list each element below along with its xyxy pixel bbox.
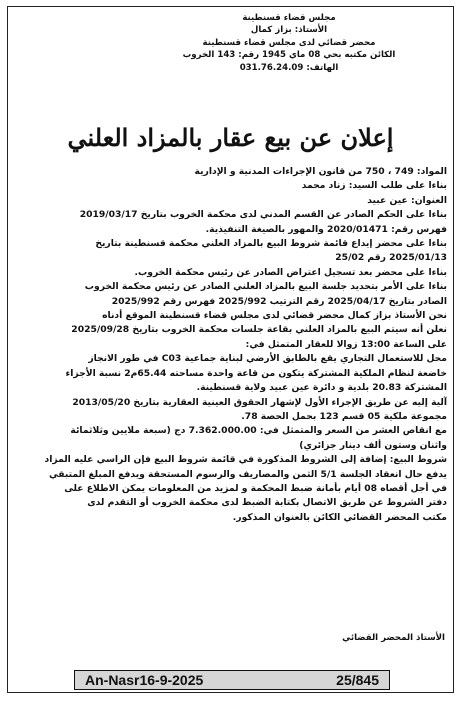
body-line: العنوان: عين عبيد <box>367 194 447 206</box>
publication-reference-box <box>74 670 390 690</box>
body-line: بناءا على محضر إيداع قائمة شروط البيع بالمزاد العلني محكمة قسنطينة بتاريخ <box>95 238 447 250</box>
header-line: الهاتف: 031.76.24.09 <box>239 62 339 73</box>
body-line: واثنان وستون ألف دينار جزائري) <box>299 439 447 451</box>
body-line: مع انقاص العشر من السعر والمتمثل في: 7.362.000.00 دج (سبعة ملايين وثلاثمائة <box>70 425 447 437</box>
body-line: فهرس رقم: 2020/01471 والمهور بالصيغة التنفيذية. <box>205 223 447 235</box>
body-line: دفتر الشروط عن طريق الاتصال بكتابة الضبط لدى محكمة الخروب أو التقدم لدى <box>87 497 447 509</box>
body-line: بناءا على الأمر بتحديد جلسة البيع بالمزاد العلني الصادر عن رئيس محكمة الخروب <box>84 281 447 293</box>
publication-label: An-Nasr16-9-2025 <box>85 672 204 688</box>
notice-title: إعلان عن بيع عقار بالمزاد العلني <box>67 123 394 152</box>
auction-notice <box>7 6 454 693</box>
body-line: على الساعة 13:00 زوالا للعقار المتمثل في: <box>245 338 447 350</box>
notice-body <box>13 165 447 525</box>
body-line: آلية إليه عن طريق الإجراء الأول لإشهار الحقوق العينية العقارية بتاريخ 2013/05/20 <box>72 396 447 408</box>
reference-number: 25/845 <box>336 672 379 688</box>
body-line: خاضعة لنظام الملكية المشتركة يتكون من قاعة واحدة مساحته 65.44م2 نسبة الأجزاء <box>65 367 447 379</box>
body-line: بناءا على محضر بعد تسجيل اعتراض الصادر عن رئيس محكمة الخروب. <box>134 266 447 278</box>
body-line: بناءا على طلب السيد: زناد محمد <box>301 180 447 192</box>
body-line: في أجل أقصاه 08 أيام بأمانة ضبط المحكمة و لمزيد من المعلومات يمكن الاطلاع على <box>64 482 447 494</box>
header-line: محضر قضائي لدى مجلس قضاء قسنطينة <box>202 37 376 48</box>
body-line: 2025/01/13 رقم 25/02 <box>335 252 447 264</box>
body-line: شروط البيع: إضافة إلى الشروط المذكورة في قائمة شروط البيع فإن الراسي عليه المزاد <box>44 454 447 466</box>
body-line: يدفع حال انعقاد الجلسة 5/1 الثمن والمصاريف والرسوم المستحقة ويدفع المبلغ المتبقي <box>49 468 447 480</box>
body-line: المشتركة 20.83 بلدية و دائرة عين عبيد ولاية قسنطينة. <box>196 382 447 394</box>
body-line: الصادر بتاريخ 2025/04/17 رقم الترتيب 2025/992 فهرس رقم 2025/992 <box>111 295 447 307</box>
body-line: مكتب المحضر القضائي الكائن بالعنوان المذكور. <box>232 511 447 523</box>
signature: الأستاذ المحضر القضائي <box>342 633 445 643</box>
header-line: مجلس قضاء قسنطينة <box>242 13 336 23</box>
body-line: نعلن أنه سيتم البيع بالمزاد العلني بقاعة جلسات محكمة الخروب بتاريخ 2025/09/28 <box>71 324 447 336</box>
body-line: مجموعة ملكية 05 قسم 123 بحمل الحصة 78. <box>241 410 447 422</box>
header-line: الكائن مكتبه بحي 08 ماي 1945 رقم: 143 الخروب <box>182 50 396 61</box>
header-line: الأستاذ: بزاز كمال <box>250 25 328 36</box>
body-line: المواد: 749 ، 750 من قانون الإجراءات المدنية و الإدارية <box>194 166 447 177</box>
body-line: محل للاستعمال التجاري يقع بالطابق الأرضي لبناية جماعية C03 في طور الانجاز <box>88 353 447 365</box>
body-line: بناءا على الحكم الصادر عن القسم المدني لدى محكمة الخروب بتاريخ 2019/03/17 <box>79 209 447 221</box>
body-line: نحن الأستاذ بزاز كمال محضر قضائي لدى مجلس قضاء قسنطينة الموقع أدناه <box>102 310 447 322</box>
bailiff-header <box>139 12 439 74</box>
